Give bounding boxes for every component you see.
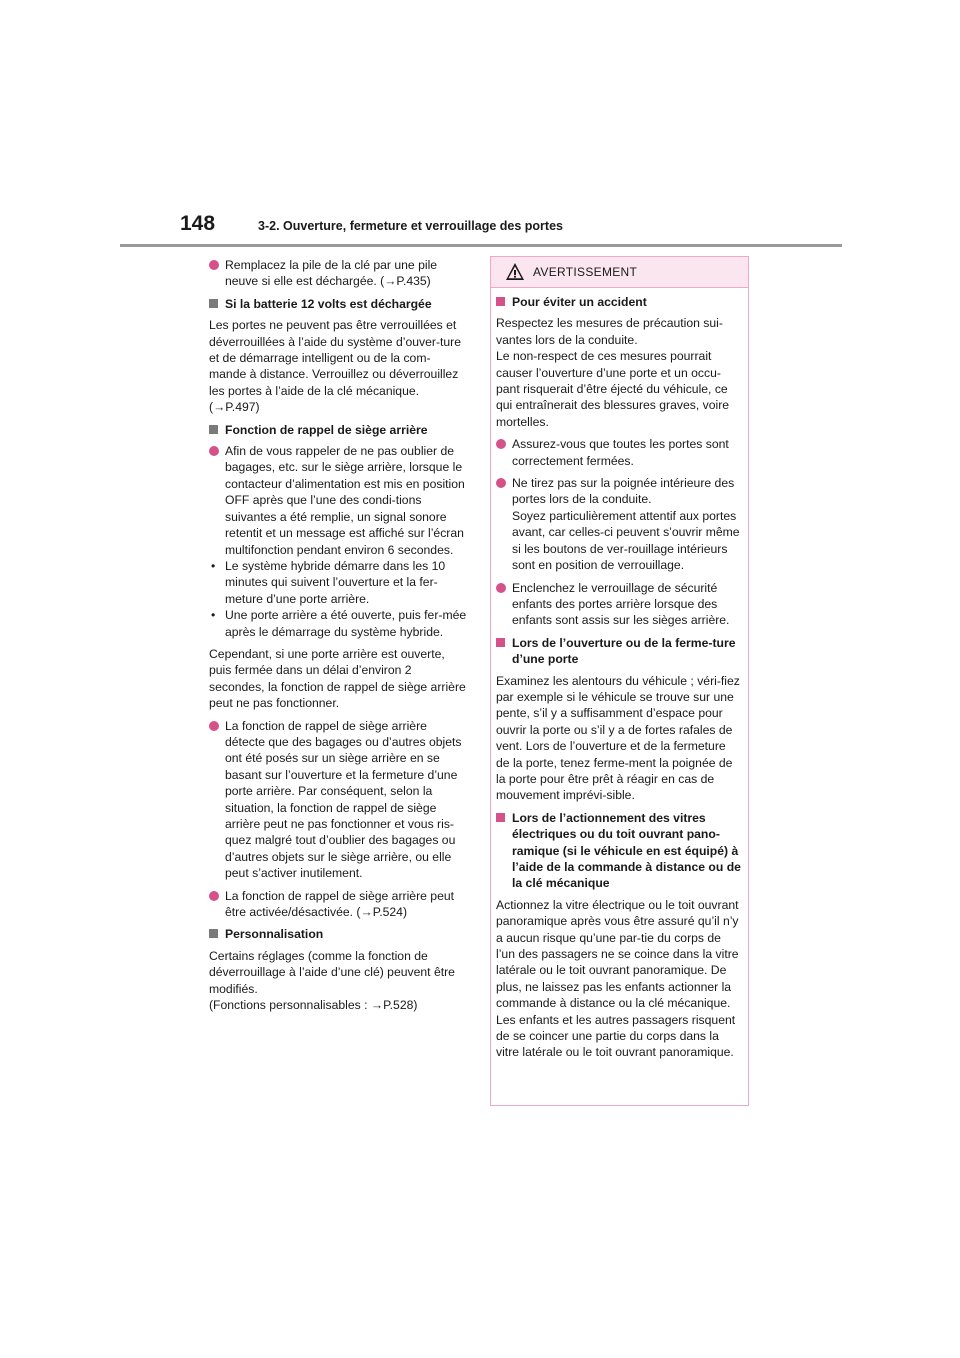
heading-text: Fonction de rappel de siège arrière bbox=[225, 422, 428, 437]
heading-text: Si la batterie 12 volts est déchargée bbox=[225, 296, 432, 311]
section-title: 3-2. Ouverture, fermeture et verrouillage des portes bbox=[258, 219, 563, 233]
bullet-reminder-conditions bbox=[209, 443, 467, 558]
sub-bullet-mark: • bbox=[211, 608, 216, 623]
sub-item-text: Le système hybride démarre dans les 10 minutes qui suivent l’ouverture et la fer-meture d’une porte arrière. bbox=[225, 558, 446, 606]
paragraph-battery bbox=[209, 317, 467, 415]
heading-text: Personnalisation bbox=[225, 927, 324, 942]
bullet-text: Ne tirez pas sur la poignée intérieure des portes lors de la conduite. bbox=[512, 476, 735, 507]
warning-heading-windows-roof bbox=[496, 810, 741, 892]
bullet-text: Afin de vous rappeler de ne pas oublier de bagages, etc. sur le siège arrière, lorsque le contacteur d’alimentation est mis en position OFF après que l’une des condi-tions suivantes a été remplie, un signal sonore retentit et un message est affiché sur l’écran multifonction pendant environ 6 secondes. bbox=[225, 444, 465, 557]
bullet-text: La fonction de rappel de siège arrière détecte que des bagages ou d’autres objets ont été posés sur un siège arrière en se basant sur l’ouverture et la fermeture d’une porte arrière. Par conséquent, selon la situation, la fonction de rappel de siège arrière peut ne pas fonctionner et vous ris-quez malgré tout d’oublier des bagages ou d’autres objets sur le siège arrière, ou elle peut s’activer inutilement. bbox=[225, 718, 462, 881]
warning-body bbox=[491, 288, 748, 1061]
paragraph-text: (Fonctions personnalisables : bbox=[209, 998, 371, 1013]
square-marker-icon bbox=[496, 638, 505, 647]
paragraph-personalisation: Certains réglages (comme la fonction de déverrouillage à l’aide d’une clé) peuvent être modifiés. bbox=[209, 948, 455, 996]
square-marker-icon bbox=[496, 297, 505, 306]
sub-item-hybrid-start bbox=[209, 558, 467, 607]
warning-bullet-continuation: Soyez particulièrement attentif aux portes avant, car celles-ci peuvent s’ouvrir même si les boutons de ver-rouillage intérieurs sont en position de verrouillage. bbox=[512, 508, 740, 573]
left-column bbox=[209, 257, 467, 1019]
page-ref-link[interactable]: →P.435) bbox=[384, 274, 431, 289]
heading-personalisation bbox=[209, 926, 467, 942]
page-ref-link[interactable]: →P.524) bbox=[360, 905, 408, 920]
square-marker-icon bbox=[209, 929, 218, 938]
paragraph-custom-functions bbox=[209, 997, 467, 1013]
bullet-reminder-toggle bbox=[209, 888, 467, 921]
bullet-text: La fonction de rappel de siège arrière peut être activée/désactivée. ( bbox=[225, 888, 455, 920]
bullet-dot-icon bbox=[496, 583, 506, 593]
bullet-dot-icon bbox=[209, 260, 219, 270]
square-marker-icon bbox=[496, 813, 505, 822]
bullet-replace-battery bbox=[209, 257, 467, 290]
warning-paragraph: Actionnez la vitre électrique ou le toit ouvrant panoramique après vous être assuré qu’il n’y a aucun risque qu’une par-tie du corps de l’un des passagers ne se coince dans la vitre latérale ou le toit ouvrant panoramique. De plus, ne laissez pas les enfants actionner la commande à distance ou la clé mécanique. Les enfants et les autres passagers risquent de se coincer une partie du corps dans la vitre latérale ou le toit ouvrant panoramique. bbox=[496, 897, 739, 1060]
bullet-dot-icon bbox=[496, 439, 506, 449]
paragraph-text: Les portes ne peuvent pas être verrouillées et déverrouillées à l’aide du système d’ouver-ture et de démarrage intelligent ou de la com-mande à distance. Verrouillez ou déverrouillez les portes à l’aide de la clé mécanique. ( bbox=[209, 318, 462, 415]
heading-text: Lors de l’actionnement des vitres électriques ou du toit ouvrant pano-ramique (si le véhicule en est équipé) à l’aide de la commande à distance ou de la clé mécanique bbox=[512, 810, 741, 891]
heading-rear-seat-reminder bbox=[209, 422, 467, 438]
heading-battery bbox=[209, 296, 467, 312]
warning-heading-door-operation bbox=[496, 635, 741, 668]
bullet-dot-icon bbox=[496, 478, 506, 488]
bullet-reminder-detection bbox=[209, 718, 467, 882]
warning-bullet-inner-handle bbox=[496, 475, 741, 508]
bullet-dot-icon bbox=[209, 891, 219, 901]
page-ref-link[interactable]: →P.528) bbox=[370, 998, 418, 1013]
warning-title: AVERTISSEMENT bbox=[533, 265, 638, 279]
warning-bullet-child-lock bbox=[496, 580, 741, 629]
bullet-dot-icon bbox=[209, 721, 219, 731]
warning-box bbox=[490, 256, 749, 1106]
bullet-text: Assurez-vous que toutes les portes sont correctement fermées. bbox=[512, 437, 729, 468]
page-number: 148 bbox=[180, 212, 216, 235]
warning-paragraph: Examinez les alentours du véhicule ; véri-fiez par exemple si le véhicule se trouve sur une pente, s’il y a suffisamment d’espace pour ouvrir la porte ou s’il y a de fortes rafales de vent. Lors de l’ouverture et de la fermeture de la porte, tenez ferme-ment la poignée de la porte pour être prêt à réagir en cas de mouvement imprévi-sible. bbox=[496, 673, 740, 803]
warning-heading-accident bbox=[496, 294, 741, 310]
page-ref-link[interactable]: →P.497) bbox=[213, 400, 260, 415]
sub-item-text: Une porte arrière a été ouverte, puis fer-mée après le démarrage du système hybride. bbox=[225, 608, 467, 639]
square-marker-icon bbox=[209, 299, 218, 308]
bullet-text: Enclenchez le verrouillage de sécurité enfants des portes arrière lorsque des enfants sont assis sur les sièges arrière. bbox=[512, 580, 730, 628]
warning-triangle-icon bbox=[505, 262, 525, 282]
header-rule bbox=[120, 244, 842, 247]
sub-bullet-mark: • bbox=[211, 558, 216, 573]
warning-header bbox=[491, 257, 748, 288]
warning-bullet-doors-closed bbox=[496, 436, 741, 469]
bullet-text: Remplacez la pile de la clé par une pile neuve si elle est déchargée. ( bbox=[225, 258, 438, 289]
sub-item-door-opened bbox=[209, 607, 467, 640]
heading-text: Lors de l’ouverture ou de la ferme-ture d’une porte bbox=[512, 635, 736, 667]
square-marker-icon bbox=[209, 425, 218, 434]
paragraph-reminder-note: Cependant, si une porte arrière est ouverte, puis fermée dans un délai d’environ 2 secondes, la fonction de rappel de siège arrière peut ne pas fonctionner. bbox=[209, 646, 466, 711]
bullet-dot-icon bbox=[209, 446, 219, 456]
warning-paragraph: Le non-respect de ces mesures pourrait causer l’ouverture d’une porte et un occu-pant risquerait d’être éjecté du véhicule, ce qui entraînerait des blessures graves, voire mortelles. bbox=[496, 349, 730, 429]
warning-paragraph: Respectez les mesures de précaution sui-vantes lors de la conduite. bbox=[496, 316, 723, 347]
heading-text: Pour éviter un accident bbox=[512, 295, 647, 309]
